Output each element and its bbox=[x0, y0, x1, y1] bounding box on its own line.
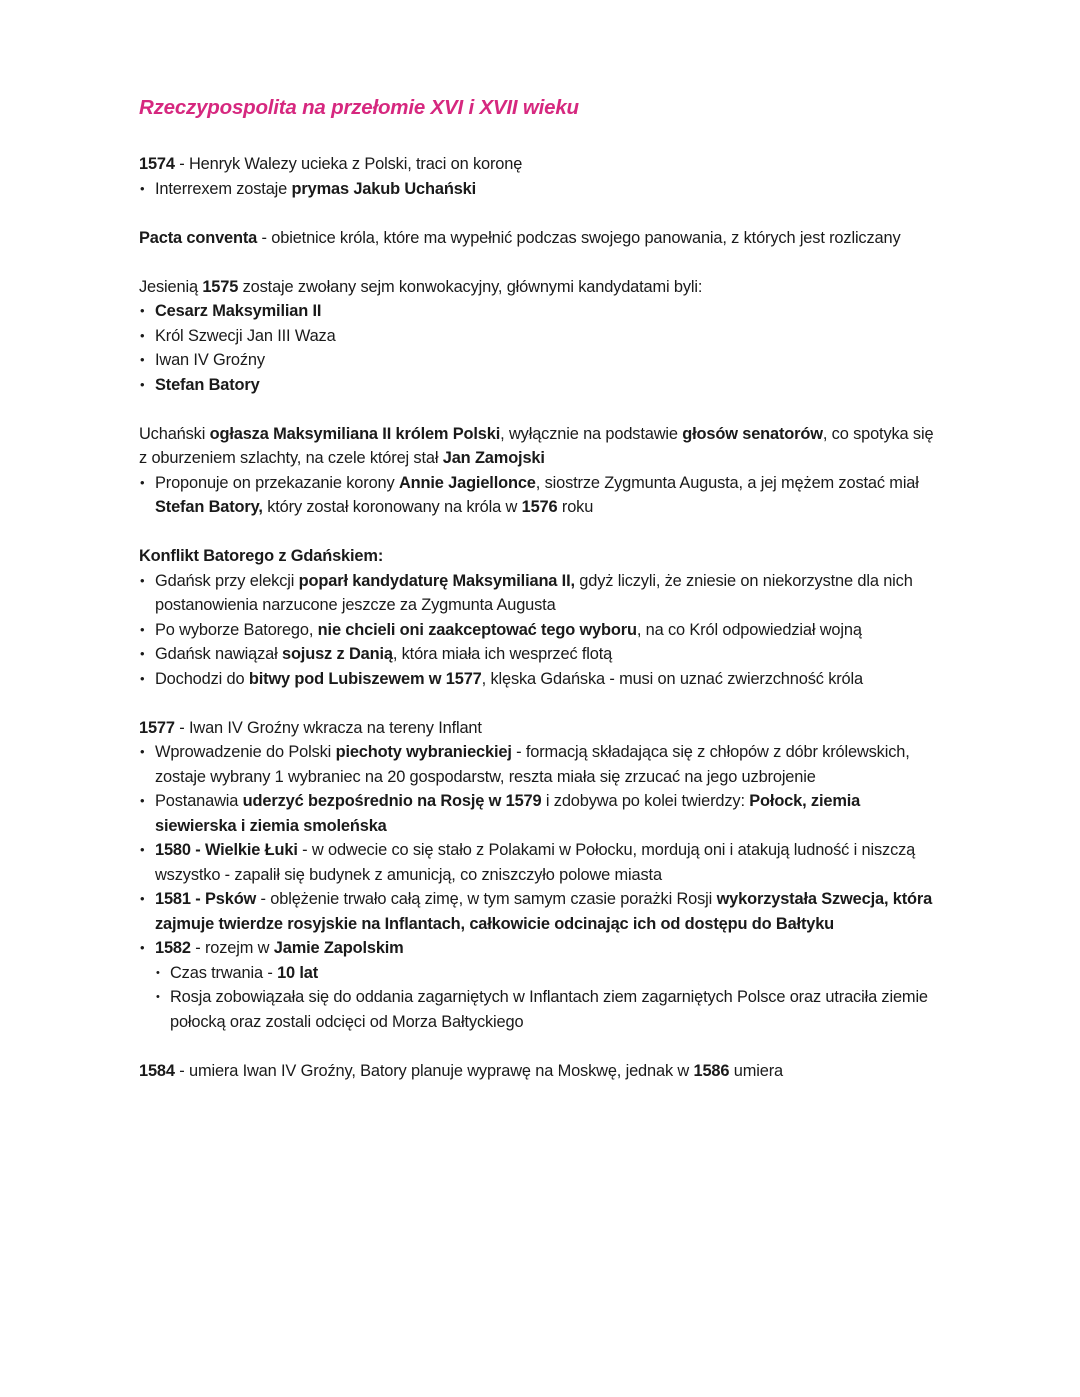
text-run: , siostrze Zygmunta Augusta, a jej mężem zostać miał bbox=[535, 473, 919, 492]
bullet-list bbox=[139, 569, 939, 692]
bold-text: 1580 - Wielkie Łuki bbox=[155, 841, 298, 859]
text-run: , wyłącznie na podstawie bbox=[500, 424, 683, 443]
text-run: i zdobywa po kolei twierdzy: bbox=[541, 792, 750, 810]
text-run: Dochodzi do bbox=[155, 669, 249, 688]
bullet-list bbox=[139, 299, 939, 397]
text-run: Czas trwania - bbox=[170, 963, 278, 982]
bold-text: 1584 bbox=[139, 1061, 175, 1080]
bullet-item bbox=[139, 373, 939, 398]
text-run: gdyż liczyli, że zniesie on niekorzystne dla nich postanowienia narzucone jeszcze za Zygmunta Augusta bbox=[155, 571, 913, 614]
bold-text: uderzyć bezpośrednio na Rosję w 1579 bbox=[242, 792, 542, 810]
bullet-list bbox=[139, 471, 939, 520]
text-run: , co spotyka się z oburzeniem szlachty, na czele której stał bbox=[139, 424, 934, 467]
bold-text: Jamie Zapolskim bbox=[273, 939, 404, 957]
text-run: Proponuje on przekazanie korony bbox=[155, 473, 399, 492]
bullet-item bbox=[139, 618, 939, 643]
text-run: , klęska Gdańska - musi on uznać zwierzchność króla bbox=[481, 669, 863, 688]
sub-bullet-item bbox=[139, 961, 939, 986]
bold-text: 1581 - Psków bbox=[155, 890, 257, 908]
paragraph bbox=[139, 422, 939, 471]
bold-text: 1582 bbox=[155, 939, 191, 957]
text-run: roku bbox=[557, 498, 594, 516]
bullet-item bbox=[139, 936, 939, 961]
text-run: Gdańsk nawiązał bbox=[155, 645, 282, 663]
bullet-item bbox=[139, 177, 939, 202]
bold-text: Stefan Batory bbox=[155, 375, 260, 394]
bold-text: ogłasza Maksymiliana II królem Polski bbox=[209, 424, 501, 443]
bullet-item bbox=[139, 569, 939, 618]
paragraph-spacer bbox=[139, 250, 939, 275]
paragraph-spacer bbox=[139, 397, 939, 422]
bullet-item bbox=[139, 667, 939, 692]
document-page bbox=[139, 94, 939, 1083]
bold-text: Połock, ziemia siewierska i ziemia smoleńska bbox=[155, 792, 861, 835]
bullet-list bbox=[139, 177, 939, 202]
bullet-item bbox=[139, 299, 939, 324]
document-title: Rzeczypospolita na przełomie XVI i XVII wieku bbox=[139, 96, 579, 119]
bold-text: 1577 bbox=[139, 718, 175, 737]
text-run: Jesienią bbox=[139, 277, 203, 296]
bold-text: Konflikt Batorego z Gdańskiem: bbox=[139, 547, 384, 565]
bullet-item bbox=[139, 324, 939, 349]
text-run: - Henryk Walezy ucieka z Polski, traci on koronę bbox=[174, 155, 523, 173]
text-run: - obietnice króla, które ma wypełnić podczas swojego panowania, z których jest rozliczany bbox=[257, 228, 901, 247]
bold-text: nie chcieli oni zaakceptować tego wyboru bbox=[317, 620, 637, 639]
bold-text: głosów senatorów bbox=[682, 424, 823, 443]
bold-text: Cesarz Maksymilian II bbox=[155, 302, 322, 320]
bold-text: 1575 bbox=[202, 277, 239, 296]
text-run: - Iwan IV Groźny wkracza na tereny Inflant bbox=[174, 718, 482, 737]
bold-text: 10 lat bbox=[277, 963, 319, 982]
bold-text: 1586 bbox=[693, 1061, 730, 1080]
sub-bullet-item bbox=[139, 985, 939, 1034]
paragraph bbox=[139, 152, 939, 177]
text-run: , na co Król odpowiedział wojną bbox=[636, 620, 862, 639]
text-run: Interrexem zostaje bbox=[155, 179, 292, 198]
paragraph-spacer bbox=[139, 691, 939, 716]
bold-text: bitwy pod Lubiszewem w 1577 bbox=[248, 669, 482, 688]
bold-text: sojusz z Danią bbox=[281, 645, 393, 663]
text-run: - umiera Iwan IV Groźny, Batory planuje wyprawę na Moskwę, jednak w bbox=[174, 1061, 694, 1080]
bullet-list bbox=[139, 740, 939, 1034]
bold-text: prymas Jakub Uchański bbox=[291, 179, 477, 198]
paragraph bbox=[139, 226, 939, 251]
text-run: Iwan IV Groźny bbox=[155, 351, 265, 369]
bullet-item bbox=[139, 887, 939, 936]
bold-text: Pacta conventa bbox=[139, 228, 258, 247]
bold-text: Annie Jagiellonce bbox=[398, 473, 536, 492]
bold-text: poparł kandydaturę Maksymiliana II, bbox=[298, 571, 575, 590]
document-body bbox=[139, 152, 939, 1083]
paragraph bbox=[139, 544, 939, 569]
paragraph-spacer bbox=[139, 1034, 939, 1059]
bullet-item bbox=[139, 348, 939, 373]
text-run: Uchański bbox=[139, 424, 210, 443]
paragraph-spacer bbox=[139, 201, 939, 226]
paragraph bbox=[139, 716, 939, 741]
text-run: - w odwecie co się stało z Polakami w Połocku, mordują oni i atakują ludność i niszczą wszystko - zapalił się budynek z amunicją, co zniszczyło polowe miasta bbox=[155, 841, 916, 884]
text-run: który został koronowany na króla w bbox=[262, 498, 522, 516]
bold-text: 1574 bbox=[139, 155, 175, 173]
paragraph-spacer bbox=[139, 520, 939, 545]
bold-text: 1576 bbox=[521, 498, 558, 516]
text-run: umiera bbox=[729, 1061, 783, 1080]
bold-text: Jan Zamojski bbox=[442, 449, 545, 467]
text-run: Postanawia bbox=[155, 792, 243, 810]
bullet-item bbox=[139, 789, 939, 838]
bullet-item bbox=[139, 838, 939, 887]
text-run: Król Szwecji Jan III Waza bbox=[155, 326, 336, 345]
text-run: zostaje zwołany sejm konwokacyjny, głównymi kandydatami byli: bbox=[238, 277, 703, 296]
bold-text: Stefan Batory, bbox=[155, 498, 263, 516]
text-run: Gdańsk przy elekcji bbox=[155, 571, 299, 590]
bullet-item bbox=[139, 740, 939, 789]
paragraph bbox=[139, 275, 939, 300]
text-run: Po wyborze Batorego, bbox=[155, 620, 318, 639]
text-run: Rosja zobowiązała się do oddania zagarniętych w Inflantach ziem zagarniętych Polsce oraz utraciła ziemie połocką oraz zostali odcięci od Morza Bałtyckiego bbox=[170, 988, 928, 1031]
bullet-item bbox=[139, 642, 939, 667]
text-run: - oblężenie trwało całą zimę, w tym samym czasie porażki Rosji bbox=[256, 890, 717, 908]
bullet-item bbox=[139, 471, 939, 520]
text-run: - rozejm w bbox=[190, 939, 274, 957]
bold-text: piechoty wybranieckiej bbox=[335, 743, 512, 761]
text-run: , która miała ich wesprzeć flotą bbox=[392, 645, 613, 663]
text-run: - formacją składająca się z chłopów z dóbr królewskich, zostaje wybrany 1 wybraniec na 20 gospodarstw, reszta miała się zrzucać na jego uzbrojenie bbox=[155, 743, 910, 786]
text-run: Wprowadzenie do Polski bbox=[155, 743, 336, 761]
paragraph bbox=[139, 1059, 939, 1084]
bold-text: wykorzystała Szwecja, która zajmuje twierdze rosyjskie na Inflantach, całkowicie odcinając ich od dostępu do Bałtyku bbox=[155, 890, 933, 933]
